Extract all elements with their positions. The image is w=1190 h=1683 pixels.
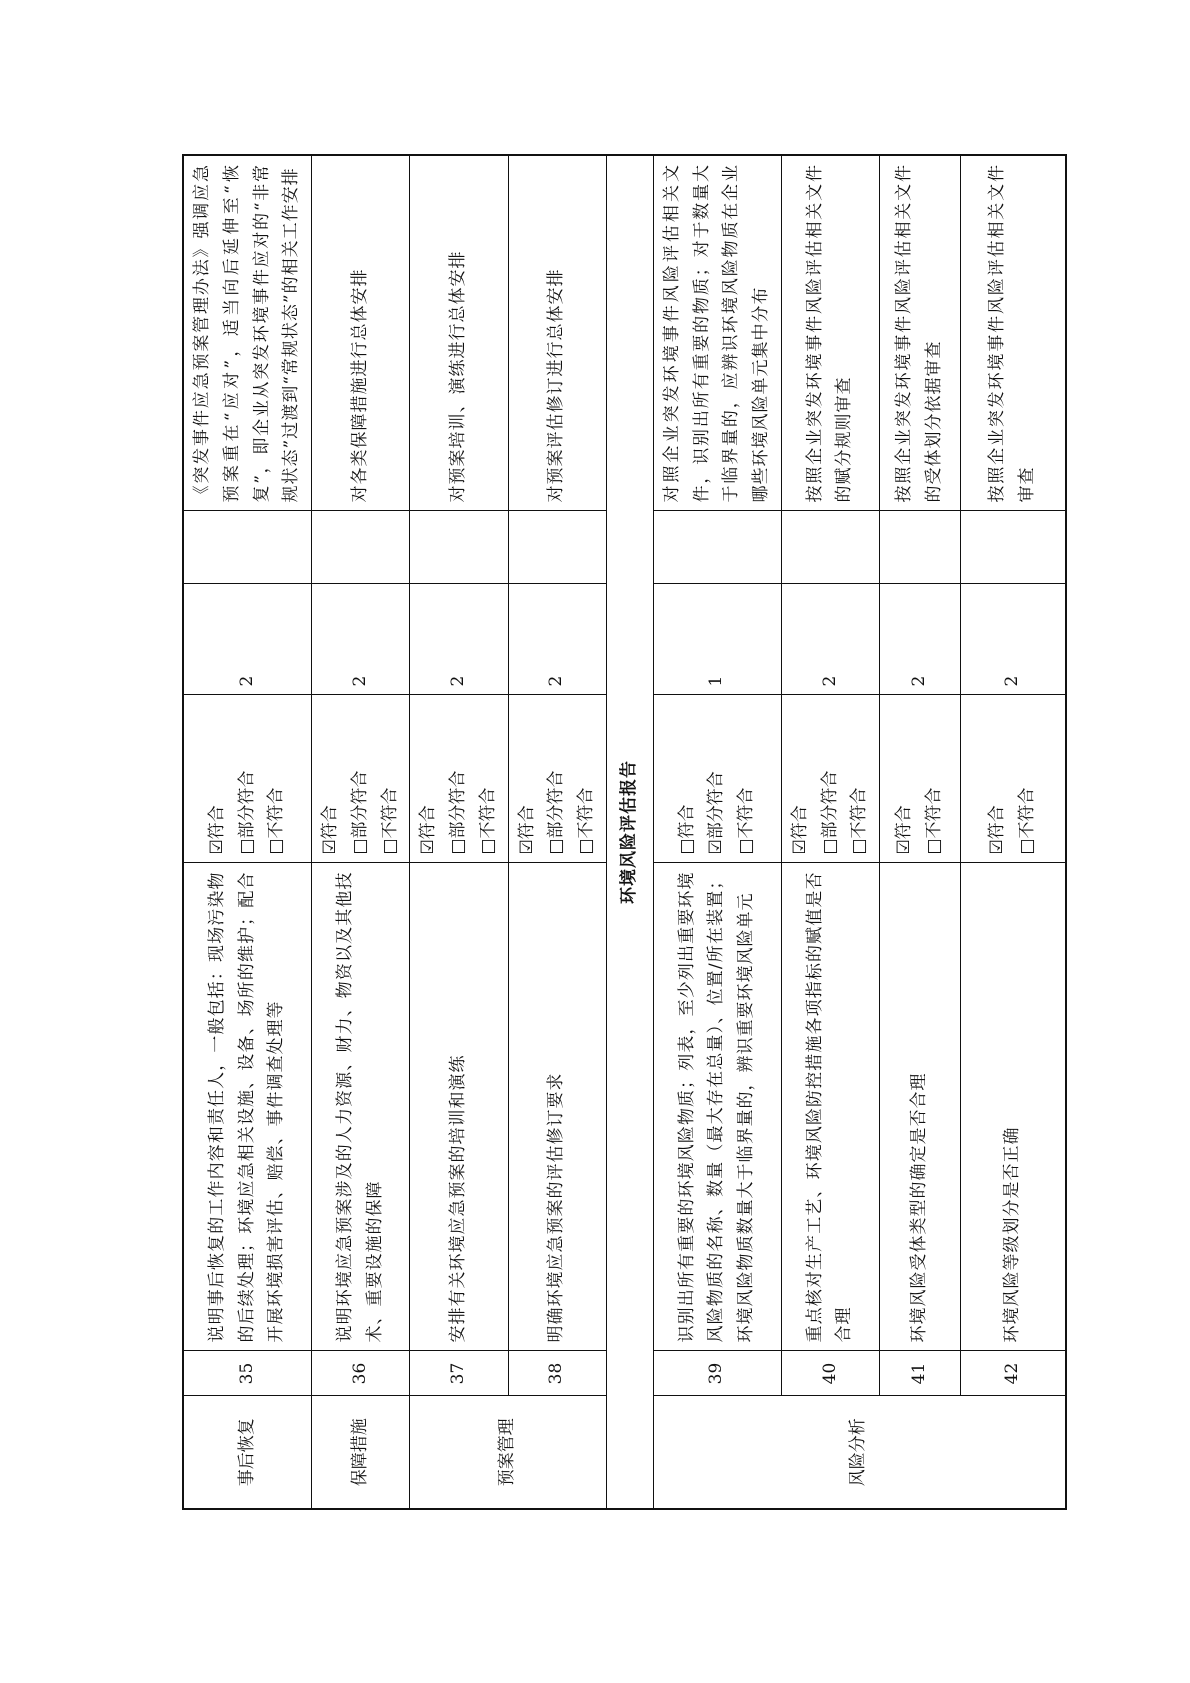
item-number: 41 — [880, 1351, 961, 1396]
option-checked[interactable]: ☑符合 — [516, 805, 537, 855]
note-cell: 按照企业突发环境事件风险评估相关文件的受体划分依据审查 — [880, 155, 961, 511]
note-cell: 按照企业突发环境事件风险评估相关文件审查 — [961, 155, 1066, 511]
item-number: 36 — [312, 1351, 410, 1396]
option-checked[interactable]: ☑符合 — [789, 805, 810, 855]
category-cell: 风险分析 — [653, 1396, 1065, 1509]
score-cell: 2 — [880, 584, 961, 695]
item-number: 38 — [508, 1351, 606, 1396]
score-cell: 2 — [508, 584, 606, 695]
table-row — [410, 155, 508, 1509]
table-row — [312, 155, 410, 1509]
option-unchecked[interactable]: □部分符合 — [819, 770, 840, 855]
review-content: 说明事后恢复的工作内容和责任人，一般包括：现场污染物的后续处理；环境应急相关设施、设备、场所的维护；配合开展环境损害评估、赔偿、事件调查处理等 — [183, 863, 312, 1351]
table-row — [183, 155, 312, 1509]
option-unchecked[interactable]: □符合 — [676, 804, 697, 855]
section-row — [606, 155, 653, 1509]
note-cell: 对各类保障措施进行总体安排 — [312, 155, 410, 511]
option-unchecked[interactable]: □部分符合 — [448, 770, 468, 855]
status-options — [653, 695, 781, 863]
option-checked[interactable]: ☑符合 — [894, 805, 915, 855]
category-cell: 事后恢复 — [183, 1396, 312, 1509]
table-row — [508, 155, 606, 1509]
option-unchecked[interactable]: □部分符合 — [546, 770, 567, 855]
option-unchecked[interactable]: □不符合 — [924, 787, 944, 855]
status-options — [312, 695, 410, 863]
blank-cell — [508, 511, 606, 584]
option-checked[interactable]: ☑部分符合 — [706, 771, 727, 855]
note-cell: 对照企业突发环境事件风险评估相关文件，识别出所有重要的物质；对于数量大于临界量的，应辨识环境风险物质在企业哪些环境风险单元集中分布 — [653, 155, 781, 511]
category-cell: 保障措施 — [312, 1396, 410, 1509]
status-options — [183, 695, 312, 863]
option-unchecked[interactable]: □不符合 — [576, 787, 596, 855]
note-cell: 对预案培训、演练进行总体安排 — [410, 155, 508, 511]
status-options — [410, 695, 508, 863]
item-number: 42 — [961, 1351, 1066, 1396]
item-number: 40 — [781, 1351, 879, 1396]
blank-cell — [183, 511, 312, 584]
review-table — [182, 154, 1067, 1510]
review-content: 环境风险等级划分是否正确 — [961, 863, 1066, 1351]
score-cell: 2 — [183, 584, 312, 695]
review-content: 说明环境应急预案涉及的人力资源、财力、物资以及其他技术、重要设施的保障 — [312, 863, 410, 1351]
option-unchecked[interactable]: □不符合 — [736, 787, 757, 855]
option-unchecked[interactable]: □部分符合 — [349, 770, 370, 855]
note-cell: 《突发事件应急预案管理办法》强调应急预案重在“应对”，适当向后延伸至“恢复”，即企业从突发环境事件应对的“非常规状态”过渡到“常规状态”的相关工作安排 — [183, 155, 312, 511]
option-checked[interactable]: ☑符合 — [206, 805, 227, 855]
option-unchecked[interactable]: □不符合 — [477, 787, 498, 855]
blank-cell — [781, 511, 879, 584]
review-content: 识别出所有重要的环境风险物质；列表，至少列出重要环境风险物质的名称、数量（最大存在总量）、位置/所在装置；环境风险物质数量大于临界量的，辨识重要环境风险单元 — [653, 863, 781, 1351]
review-content: 重点核对生产工艺、环境风险防控措施各项指标的赋值是否合理 — [781, 863, 879, 1351]
table-row — [880, 155, 961, 1509]
status-options — [508, 695, 606, 863]
review-content: 环境风险受体类型的确定是否合理 — [880, 863, 961, 1351]
review-content: 安排有关环境应急预案的培训和演练 — [410, 863, 508, 1351]
table-row — [781, 155, 879, 1509]
status-options — [880, 695, 961, 863]
table-row — [653, 155, 781, 1509]
status-options — [781, 695, 879, 863]
option-unchecked[interactable]: □不符合 — [1016, 787, 1037, 855]
option-unchecked[interactable]: □不符合 — [849, 787, 870, 855]
blank-cell — [653, 511, 781, 584]
review-content: 明确环境应急预案的评估修订要求 — [508, 863, 606, 1351]
note-cell: 对预案评估修订进行总体安排 — [508, 155, 606, 511]
blank-cell — [880, 511, 961, 584]
score-cell: 2 — [781, 584, 879, 695]
item-number: 35 — [183, 1351, 312, 1396]
score-cell: 2 — [410, 584, 508, 695]
item-number: 39 — [653, 1351, 781, 1396]
blank-cell — [961, 511, 1066, 584]
rotated-table-container — [182, 156, 1037, 1510]
option-unchecked[interactable]: □部分符合 — [236, 770, 257, 855]
option-unchecked[interactable]: □不符合 — [266, 787, 287, 855]
blank-cell — [312, 511, 410, 584]
option-checked[interactable]: ☑符合 — [320, 805, 340, 855]
score-cell: 1 — [653, 584, 781, 695]
score-cell: 2 — [312, 584, 410, 695]
item-number: 37 — [410, 1351, 508, 1396]
score-cell: 2 — [961, 584, 1066, 695]
option-checked[interactable]: ☑符合 — [418, 805, 439, 855]
table-row — [961, 155, 1066, 1509]
category-cell: 预案管理 — [410, 1396, 607, 1509]
section-title: 环境风险评估报告 — [606, 155, 653, 1509]
option-unchecked[interactable]: □不符合 — [379, 787, 400, 855]
option-checked[interactable]: ☑符合 — [987, 805, 1007, 855]
status-options — [961, 695, 1066, 863]
blank-cell — [410, 511, 508, 584]
note-cell: 按照企业突发环境事件风险评估相关文件的赋分规则审查 — [781, 155, 879, 511]
